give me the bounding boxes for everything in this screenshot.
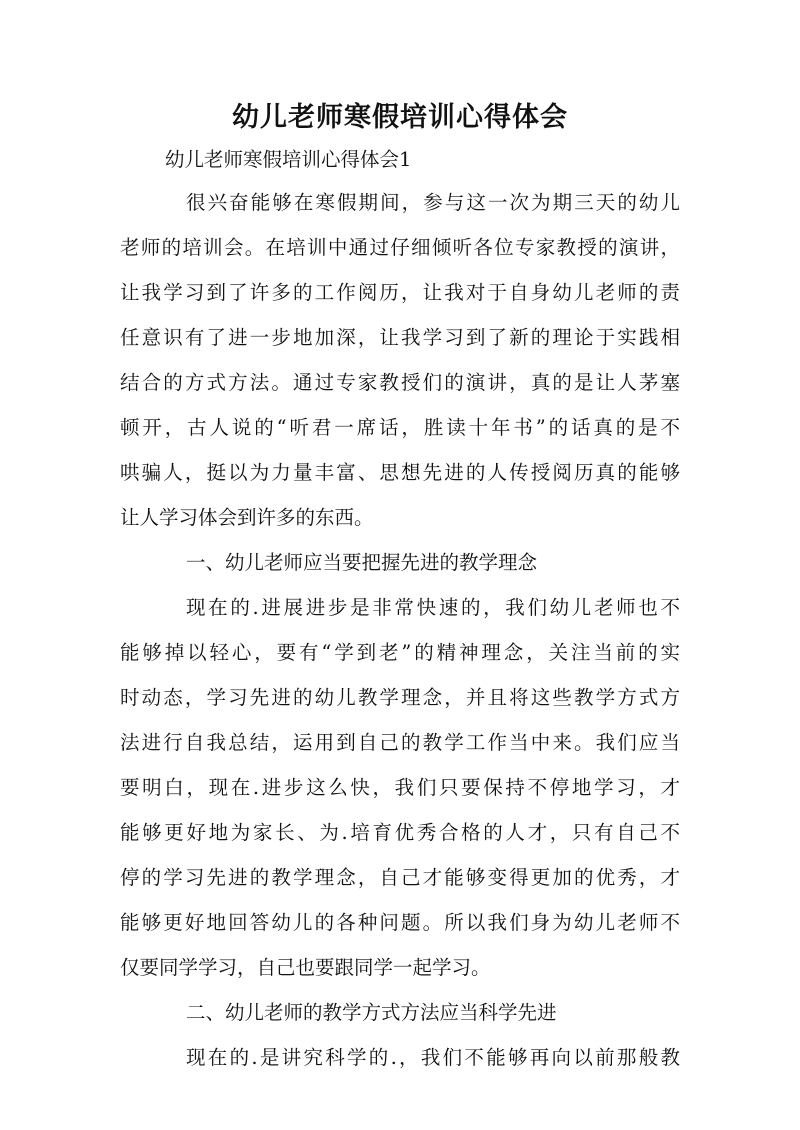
paragraph-line: 结合的方式方法。通过专家教授们的演讲，真的是让人茅塞 — [120, 371, 680, 394]
paragraph-line: 让人学习体会到许多的东西。 — [120, 506, 374, 529]
paragraph-line: 法进行自我总结，运用到自己的教学工作当中来。我们应当 — [120, 731, 680, 754]
paragraph-line: 任意识有了进一步地加深，让我学习到了新的理论于实践相 — [120, 326, 680, 349]
paragraph-line: 现在的.进展进步是非常快速的，我们幼儿老师也不 — [186, 596, 680, 619]
paragraph-line: 现在的.是讲究科学的.，我们不能够再向以前那般教 — [186, 1046, 680, 1069]
paragraph-line: 要明白，现在.进步这么快，我们只要保持不停地学习，才 — [120, 776, 680, 799]
section-heading: 一、幼儿老师应当要把握先进的教学理念 — [186, 551, 538, 574]
paragraph-line: 让我学习到了许多的工作阅历，让我对于自身幼儿老师的责 — [120, 281, 680, 304]
paragraph-line: 能够更好地为家长、为.培育优秀合格的人才，只有自己不 — [120, 821, 680, 844]
paragraph-line: 仅要同学学习，自己也要跟同学一起学习。 — [120, 956, 491, 979]
document-subtitle: 幼儿老师寒假培训心得体会1 — [165, 148, 412, 171]
paragraph-line: 能够更好地回答幼儿的各种问题。所以我们身为幼儿老师不 — [120, 911, 680, 934]
paragraph-line: 顿开，古人说的“听君一席话，胜读十年书”的话真的是不 — [120, 416, 680, 439]
paragraph-line: 哄骗人，挺以为力量丰富、思想先进的人传授阅历真的能够 — [120, 461, 680, 484]
paragraph-line: 时动态，学习先进的幼儿教学理念，并且将这些教学方式方 — [120, 686, 680, 709]
section-heading: 二、幼儿老师的教学方式方法应当科学先进 — [186, 1001, 557, 1024]
paragraph-line: 停的学习先进的教学理念，自己才能够变得更加的优秀，才 — [120, 866, 680, 889]
paragraph-line: 很兴奋能够在寒假期间，参与这一次为期三天的幼儿 — [186, 191, 680, 214]
paragraph-line: 能够掉以轻心，要有“学到老”的精神理念，关注当前的实 — [120, 641, 680, 664]
paragraph-line: 老师的培训会。在培训中通过仔细倾听各位专家教授的演讲， — [120, 236, 680, 259]
document-title: 幼儿老师寒假培训心得体会 — [232, 102, 568, 133]
